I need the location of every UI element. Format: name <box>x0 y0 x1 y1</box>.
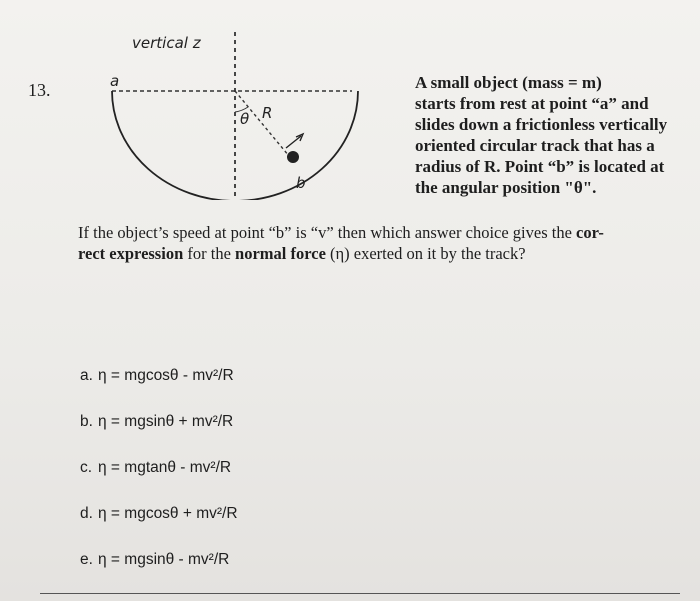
answer-choice-c[interactable] <box>80 459 231 477</box>
question-line-2 <box>78 243 678 264</box>
choice-expression: η = mgcosθ + mv²/R <box>98 505 238 522</box>
choice-expression: η = mgcosθ - mv²/R <box>98 367 234 384</box>
description-line: A small object (mass = m) <box>415 73 602 92</box>
point-b-label: b <box>296 174 306 192</box>
question-bold-text: normal force <box>235 244 326 263</box>
choice-letter: a. <box>80 367 93 384</box>
question-text: If the object’s speed at point “b” is “v” then which answer choice gives the <box>78 223 577 242</box>
answer-choice-e[interactable] <box>80 551 229 569</box>
choice-expression: η = mgsinθ + mv²/R <box>98 413 234 430</box>
description-line: the angular position "θ". <box>415 178 597 197</box>
answer-choice-d[interactable] <box>80 505 238 523</box>
question-text: (η) exerted on it by the track? <box>325 244 526 263</box>
velocity-arrow <box>286 136 301 148</box>
answer-choice-a[interactable] <box>80 367 234 385</box>
choice-letter: c. <box>80 459 93 476</box>
question-line-1 <box>78 222 678 243</box>
question-prompt <box>78 222 678 264</box>
choice-letter: e. <box>80 551 93 568</box>
description-line: starts from rest at point “a” and <box>415 94 649 113</box>
problem-description <box>415 72 690 198</box>
answer-choice-b[interactable] <box>80 413 233 431</box>
bottom-rule <box>40 593 680 594</box>
radius-label: R <box>262 104 273 122</box>
description-line: slides down a frictionless vertically <box>415 115 668 134</box>
description-line: oriented circular track that has a <box>415 136 655 155</box>
question-bold-text: cor- <box>576 223 604 242</box>
point-a-label: a <box>110 72 120 90</box>
choice-expression: η = mgsinθ - mv²/R <box>98 551 230 568</box>
question-number: 13. <box>28 80 51 100</box>
description-line: radius of R. Point “b” is located at <box>415 157 665 176</box>
choice-letter: d. <box>80 505 93 522</box>
choice-expression: η = mgtanθ - mv²/R <box>98 459 232 476</box>
vertical-label: vertical z <box>132 34 201 52</box>
question-text: for the <box>183 244 236 263</box>
circular-track-diagram <box>90 20 380 200</box>
theta-label: θ <box>240 110 250 128</box>
object-at-b <box>287 151 299 163</box>
choice-letter: b. <box>80 413 93 430</box>
question-bold-text: rect expression <box>78 244 184 263</box>
